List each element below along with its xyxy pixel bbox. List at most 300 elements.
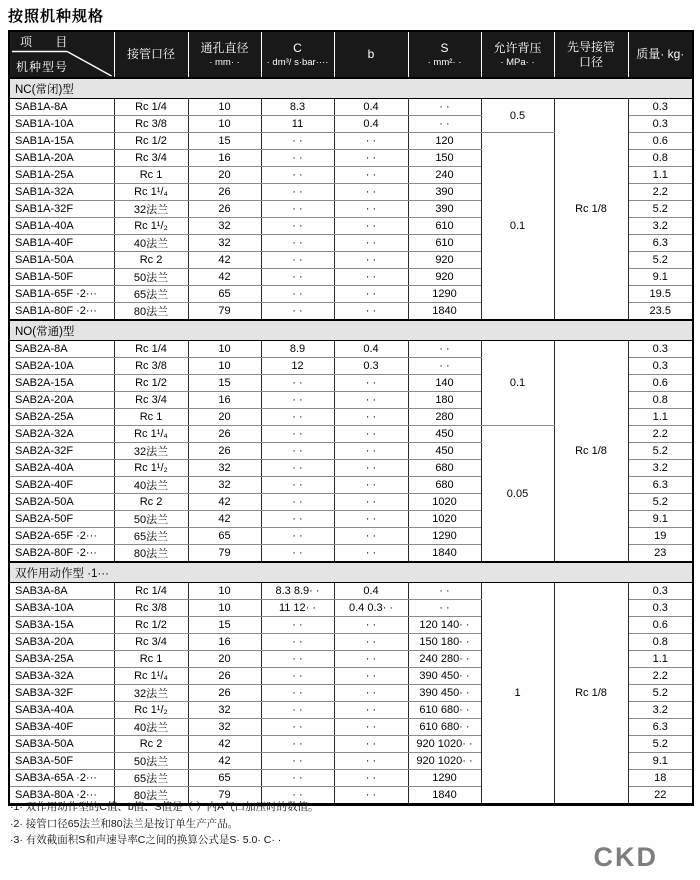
s-value-cell: · · xyxy=(408,341,481,358)
bore-cell: 32 xyxy=(188,235,261,252)
footnote-2: ·2· 接管口径65法兰和80法兰是按订单生产产品。 xyxy=(10,817,239,830)
port-size-cell: 50法兰 xyxy=(114,511,188,528)
port-size-cell: 40法兰 xyxy=(114,477,188,494)
model-cell: SAB3A-20A xyxy=(9,634,114,651)
s-value-cell: 1020 xyxy=(408,494,481,511)
bore-cell: 42 xyxy=(188,753,261,770)
b-value-cell: · · xyxy=(334,150,408,167)
s-value-cell: 1840 xyxy=(408,303,481,321)
c-value-cell: · · xyxy=(261,685,334,702)
weight-cell: 0.8 xyxy=(628,634,693,651)
bore-cell: 42 xyxy=(188,494,261,511)
weight-cell: 23.5 xyxy=(628,303,693,321)
s-value-cell: 450 xyxy=(408,426,481,443)
backpressure-cell: 0.5 xyxy=(481,99,554,133)
c-value-cell: · · xyxy=(261,443,334,460)
port-size-cell: 50法兰 xyxy=(114,269,188,286)
b-value-cell: · · xyxy=(334,269,408,286)
port-size-cell: Rc 1/2 xyxy=(114,617,188,634)
b-value-cell: · · xyxy=(334,787,408,805)
port-size-cell: Rc 1/2 xyxy=(114,133,188,150)
c-value-cell: · · xyxy=(261,184,334,201)
c-value-cell: · · xyxy=(261,634,334,651)
s-value-cell: 1290 xyxy=(408,770,481,787)
model-cell: SAB1A-20A xyxy=(9,150,114,167)
model-cell: SAB3A-32F xyxy=(9,685,114,702)
bore-cell: 20 xyxy=(188,167,261,184)
port-size-cell: Rc 3/8 xyxy=(114,116,188,133)
s-value-cell: 120 140· · xyxy=(408,617,481,634)
spec-table xyxy=(8,30,694,806)
port-size-cell: 65法兰 xyxy=(114,770,188,787)
bore-cell: 32 xyxy=(188,702,261,719)
port-size-cell: Rc 1 xyxy=(114,167,188,184)
bore-cell: 10 xyxy=(188,358,261,375)
section-row xyxy=(9,562,693,583)
weight-cell: 2.2 xyxy=(628,184,693,201)
pilot-port-cell: Rc 1/8 xyxy=(554,341,628,563)
model-cell: SAB2A-50F xyxy=(9,511,114,528)
model-cell: SAB2A-50A xyxy=(9,494,114,511)
footnote-3: ·3· 有效截面积S和声速导率C之间的换算公式是S· 5.0· C· · xyxy=(10,834,282,846)
b-value-cell: · · xyxy=(334,719,408,736)
model-cell: SAB2A-65F ·2··· xyxy=(9,528,114,545)
c-value-cell: · · xyxy=(261,668,334,685)
weight-cell: 6.3 xyxy=(628,719,693,736)
s-value-cell: 1290 xyxy=(408,286,481,303)
model-cell: SAB2A-8A xyxy=(9,341,114,358)
weight-cell: 0.3 xyxy=(628,341,693,358)
s-value-cell: 180 xyxy=(408,392,481,409)
model-cell: SAB3A-40A xyxy=(9,702,114,719)
bore-cell: 42 xyxy=(188,252,261,269)
s-value-cell: 610 680· · xyxy=(408,719,481,736)
b-value-cell: · · xyxy=(334,477,408,494)
model-cell: SAB3A-50F xyxy=(9,753,114,770)
weight-cell: 3.2 xyxy=(628,702,693,719)
weight-cell: 1.1 xyxy=(628,651,693,668)
b-value-cell: · · xyxy=(334,409,408,426)
header-row xyxy=(9,31,693,78)
weight-cell: 0.3 xyxy=(628,116,693,133)
weight-cell: 0.3 xyxy=(628,583,693,600)
port-size-cell: Rc 2 xyxy=(114,736,188,753)
c-value-cell: · · xyxy=(261,133,334,150)
c-value-cell: · · xyxy=(261,787,334,805)
section-row xyxy=(9,78,693,99)
port-size-cell: Rc 1/4 xyxy=(114,341,188,358)
b-value-cell: · · xyxy=(334,252,408,269)
s-value-cell: 920 xyxy=(408,252,481,269)
port-size-cell: 40法兰 xyxy=(114,235,188,252)
weight-cell: 3.2 xyxy=(628,460,693,477)
weight-cell: 0.8 xyxy=(628,392,693,409)
header-port-size: 接管口径 xyxy=(114,31,188,78)
c-value-cell: · · xyxy=(261,528,334,545)
b-value-cell: 0.4 xyxy=(334,341,408,358)
port-size-cell: Rc 1¹/₄ xyxy=(114,426,188,443)
model-cell: SAB1A-65F ·2··· xyxy=(9,286,114,303)
port-size-cell: Rc 1/4 xyxy=(114,583,188,600)
model-cell: SAB1A-32A xyxy=(9,184,114,201)
port-size-cell: Rc 1 xyxy=(114,409,188,426)
weight-cell: 19.5 xyxy=(628,286,693,303)
b-value-cell: · · xyxy=(334,511,408,528)
bore-cell: 79 xyxy=(188,787,261,805)
weight-cell: 6.3 xyxy=(628,477,693,494)
b-value-cell: · · xyxy=(334,528,408,545)
port-size-cell: Rc 3/4 xyxy=(114,150,188,167)
s-value-cell: 240 xyxy=(408,167,481,184)
model-cell: SAB3A-80A ·2··· xyxy=(9,787,114,805)
port-size-cell: 32法兰 xyxy=(114,443,188,460)
bore-cell: 15 xyxy=(188,375,261,392)
section-header: NO(常通)型 xyxy=(9,320,693,341)
model-cell: SAB1A-10A xyxy=(9,116,114,133)
model-cell: SAB3A-8A xyxy=(9,583,114,600)
b-value-cell: 0.4 0.3· · xyxy=(334,600,408,617)
model-cell: SAB2A-10A xyxy=(9,358,114,375)
s-value-cell: 610 680· · xyxy=(408,702,481,719)
bore-cell: 20 xyxy=(188,409,261,426)
pilot-port-cell: Rc 1/8 xyxy=(554,583,628,805)
s-value-cell: 680 xyxy=(408,460,481,477)
s-value-cell: 1840 xyxy=(408,545,481,563)
bore-cell: 79 xyxy=(188,303,261,321)
model-cell: SAB3A-40F xyxy=(9,719,114,736)
s-value-cell: 120 xyxy=(408,133,481,150)
s-value-cell: · · xyxy=(408,583,481,600)
b-value-cell: · · xyxy=(334,167,408,184)
port-size-cell: Rc 1¹/₄ xyxy=(114,184,188,201)
weight-cell: 19 xyxy=(628,528,693,545)
bore-cell: 15 xyxy=(188,133,261,150)
c-value-cell: · · xyxy=(261,494,334,511)
model-cell: SAB3A-10A xyxy=(9,600,114,617)
b-value-cell: · · xyxy=(334,375,408,392)
model-cell: SAB1A-50A xyxy=(9,252,114,269)
c-value-cell: · · xyxy=(261,303,334,321)
port-size-cell: 65法兰 xyxy=(114,528,188,545)
model-cell: SAB2A-32A xyxy=(9,426,114,443)
b-value-cell: · · xyxy=(334,736,408,753)
weight-cell: 18 xyxy=(628,770,693,787)
header-back-pressure: 允许背压 · MPa· · xyxy=(481,31,554,78)
model-cell: SAB3A-15A xyxy=(9,617,114,634)
header-weight: 质量· kg· xyxy=(628,31,693,78)
bore-cell: 10 xyxy=(188,341,261,358)
header-c-value: C · dm³/ s·bar···· xyxy=(261,31,334,78)
bore-cell: 32 xyxy=(188,477,261,494)
bore-cell: 65 xyxy=(188,528,261,545)
port-size-cell: 40法兰 xyxy=(114,719,188,736)
port-size-cell: Rc 1¹/₄ xyxy=(114,668,188,685)
c-value-cell: 8.3 8.9· · xyxy=(261,583,334,600)
b-value-cell: · · xyxy=(334,184,408,201)
s-value-cell: 920 1020· · xyxy=(408,736,481,753)
port-size-cell: Rc 3/8 xyxy=(114,600,188,617)
weight-cell: 0.3 xyxy=(628,99,693,116)
weight-cell: 9.1 xyxy=(628,753,693,770)
c-value-cell: · · xyxy=(261,409,334,426)
b-value-cell: · · xyxy=(334,651,408,668)
header-item-label: 项 目 xyxy=(20,35,78,49)
c-value-cell: 12 xyxy=(261,358,334,375)
bore-cell: 65 xyxy=(188,770,261,787)
bore-cell: 32 xyxy=(188,218,261,235)
footnotes xyxy=(10,799,319,849)
bore-cell: 16 xyxy=(188,150,261,167)
weight-cell: 2.2 xyxy=(628,668,693,685)
port-size-cell: 80法兰 xyxy=(114,787,188,805)
model-cell: SAB1A-80F ·2··· xyxy=(9,303,114,321)
weight-cell: 9.1 xyxy=(628,269,693,286)
port-size-cell: Rc 1/2 xyxy=(114,375,188,392)
c-value-cell: · · xyxy=(261,617,334,634)
model-cell: SAB2A-80F ·2··· xyxy=(9,545,114,563)
c-value-cell: · · xyxy=(261,150,334,167)
bore-cell: 26 xyxy=(188,443,261,460)
c-value-cell: · · xyxy=(261,375,334,392)
weight-cell: 2.2 xyxy=(628,426,693,443)
weight-cell: 0.6 xyxy=(628,375,693,392)
s-value-cell: 150 180· · xyxy=(408,634,481,651)
weight-cell: 5.2 xyxy=(628,201,693,218)
s-value-cell: 1290 xyxy=(408,528,481,545)
b-value-cell: · · xyxy=(334,702,408,719)
s-value-cell: 150 xyxy=(408,150,481,167)
model-cell: SAB3A-50A xyxy=(9,736,114,753)
backpressure-cell: 0.1 xyxy=(481,341,554,426)
bore-cell: 10 xyxy=(188,583,261,600)
b-value-cell: · · xyxy=(334,770,408,787)
model-cell: SAB2A-40F xyxy=(9,477,114,494)
port-size-cell: Rc 1 xyxy=(114,651,188,668)
b-value-cell: · · xyxy=(334,753,408,770)
weight-cell: 9.1 xyxy=(628,511,693,528)
b-value-cell: · · xyxy=(334,685,408,702)
model-cell: SAB3A-25A xyxy=(9,651,114,668)
model-cell: SAB2A-40A xyxy=(9,460,114,477)
s-value-cell: 280 xyxy=(408,409,481,426)
model-cell: SAB1A-50F xyxy=(9,269,114,286)
b-value-cell: · · xyxy=(334,286,408,303)
bore-cell: 10 xyxy=(188,99,261,116)
section-header: NC(常闭)型 xyxy=(9,78,693,99)
c-value-cell: · · xyxy=(261,286,334,303)
c-value-cell: · · xyxy=(261,753,334,770)
bore-cell: 42 xyxy=(188,736,261,753)
c-value-cell: · · xyxy=(261,269,334,286)
b-value-cell: 0.4 xyxy=(334,116,408,133)
weight-cell: 5.2 xyxy=(628,252,693,269)
s-value-cell: 1020 xyxy=(408,511,481,528)
port-size-cell: Rc 1¹/₂ xyxy=(114,218,188,235)
model-cell: SAB1A-32F xyxy=(9,201,114,218)
s-value-cell: · · xyxy=(408,600,481,617)
b-value-cell: · · xyxy=(334,545,408,563)
weight-cell: 22 xyxy=(628,787,693,805)
port-size-cell: Rc 2 xyxy=(114,252,188,269)
s-value-cell: 240 280· · xyxy=(408,651,481,668)
b-value-cell: · · xyxy=(334,133,408,150)
c-value-cell: 8.9 xyxy=(261,341,334,358)
b-value-cell: · · xyxy=(334,201,408,218)
s-value-cell: 920 xyxy=(408,269,481,286)
port-size-cell: Rc 1¹/₂ xyxy=(114,702,188,719)
header-b-value: b xyxy=(334,31,408,78)
b-value-cell: · · xyxy=(334,392,408,409)
model-cell: SAB2A-15A xyxy=(9,375,114,392)
b-value-cell: · · xyxy=(334,426,408,443)
table-row xyxy=(9,341,693,358)
port-size-cell: 32法兰 xyxy=(114,201,188,218)
bore-cell: 26 xyxy=(188,685,261,702)
c-value-cell: · · xyxy=(261,460,334,477)
section-row xyxy=(9,320,693,341)
s-value-cell: 390 450· · xyxy=(408,668,481,685)
c-value-cell: · · xyxy=(261,235,334,252)
model-cell: SAB3A-65A ·2··· xyxy=(9,770,114,787)
s-value-cell: 610 xyxy=(408,235,481,252)
b-value-cell: · · xyxy=(334,460,408,477)
bore-cell: 15 xyxy=(188,617,261,634)
weight-cell: 23 xyxy=(628,545,693,563)
c-value-cell: 11 xyxy=(261,116,334,133)
model-cell: SAB2A-20A xyxy=(9,392,114,409)
backpressure-cell: 0.05 xyxy=(481,426,554,563)
bore-cell: 32 xyxy=(188,719,261,736)
model-cell: SAB1A-40F xyxy=(9,235,114,252)
weight-cell: 1.1 xyxy=(628,167,693,184)
bore-cell: 42 xyxy=(188,269,261,286)
bore-cell: 16 xyxy=(188,392,261,409)
table-row xyxy=(9,99,693,116)
c-value-cell: 11 12· · xyxy=(261,600,334,617)
weight-cell: 0.3 xyxy=(628,600,693,617)
bore-cell: 10 xyxy=(188,600,261,617)
bore-cell: 26 xyxy=(188,201,261,218)
weight-cell: 5.2 xyxy=(628,494,693,511)
port-size-cell: 32法兰 xyxy=(114,685,188,702)
c-value-cell: · · xyxy=(261,545,334,563)
c-value-cell: · · xyxy=(261,511,334,528)
b-value-cell: 0.4 xyxy=(334,583,408,600)
port-size-cell: Rc 2 xyxy=(114,494,188,511)
pilot-port-cell: Rc 1/8 xyxy=(554,99,628,321)
bore-cell: 79 xyxy=(188,545,261,563)
s-value-cell: 390 xyxy=(408,184,481,201)
model-cell: SAB1A-8A xyxy=(9,99,114,116)
s-value-cell: · · xyxy=(408,358,481,375)
b-value-cell: · · xyxy=(334,303,408,321)
b-value-cell: · · xyxy=(334,494,408,511)
model-cell: SAB2A-32F xyxy=(9,443,114,460)
spec-table-body xyxy=(9,78,693,805)
b-value-cell: 0.4 xyxy=(334,99,408,116)
b-value-cell: · · xyxy=(334,218,408,235)
weight-cell: 1.1 xyxy=(628,409,693,426)
weight-cell: 0.6 xyxy=(628,133,693,150)
weight-cell: 6.3 xyxy=(628,235,693,252)
backpressure-cell: 1 xyxy=(481,583,554,805)
port-size-cell: Rc 1¹/₂ xyxy=(114,460,188,477)
c-value-cell: · · xyxy=(261,719,334,736)
weight-cell: 5.2 xyxy=(628,685,693,702)
weight-cell: 5.2 xyxy=(628,736,693,753)
model-cell: SAB3A-32A xyxy=(9,668,114,685)
weight-cell: 0.6 xyxy=(628,617,693,634)
bore-cell: 26 xyxy=(188,184,261,201)
model-cell: SAB1A-25A xyxy=(9,167,114,184)
weight-cell: 0.3 xyxy=(628,358,693,375)
bore-cell: 65 xyxy=(188,286,261,303)
s-value-cell: · · xyxy=(408,116,481,133)
s-value-cell: 390 450· · xyxy=(408,685,481,702)
model-cell: SAB1A-15A xyxy=(9,133,114,150)
header-bore-diameter: 通孔直径 · mm· · xyxy=(188,31,261,78)
table-row xyxy=(9,583,693,600)
model-cell: SAB2A-25A xyxy=(9,409,114,426)
weight-cell: 3.2 xyxy=(628,218,693,235)
c-value-cell: · · xyxy=(261,201,334,218)
c-value-cell: · · xyxy=(261,477,334,494)
b-value-cell: · · xyxy=(334,634,408,651)
header-model-label: 机种型号 xyxy=(16,59,69,74)
c-value-cell: 8.3 xyxy=(261,99,334,116)
c-value-cell: · · xyxy=(261,426,334,443)
c-value-cell: · · xyxy=(261,167,334,184)
footnote-1: ·1· 双作用动作型的C值、b值、S值是（ ）内A气口加压时的数值。 xyxy=(10,801,319,813)
c-value-cell: · · xyxy=(261,702,334,719)
bore-cell: 26 xyxy=(188,426,261,443)
port-size-cell: Rc 3/8 xyxy=(114,358,188,375)
s-value-cell: 390 xyxy=(408,201,481,218)
c-value-cell: · · xyxy=(261,770,334,787)
page-title: 按照机种规格 xyxy=(8,8,105,25)
bore-cell: 20 xyxy=(188,651,261,668)
port-size-cell: 80法兰 xyxy=(114,303,188,321)
port-size-cell: Rc 3/4 xyxy=(114,392,188,409)
weight-cell: 0.8 xyxy=(628,150,693,167)
bore-cell: 26 xyxy=(188,668,261,685)
ckd-logo: CKD xyxy=(593,842,658,872)
bore-cell: 16 xyxy=(188,634,261,651)
port-size-cell: 50法兰 xyxy=(114,753,188,770)
s-value-cell: 140 xyxy=(408,375,481,392)
s-value-cell: 680 xyxy=(408,477,481,494)
port-size-cell: 80法兰 xyxy=(114,545,188,563)
port-size-cell: 65法兰 xyxy=(114,286,188,303)
c-value-cell: · · xyxy=(261,252,334,269)
header-s-value: S · mm²· · xyxy=(408,31,481,78)
b-value-cell: · · xyxy=(334,668,408,685)
s-value-cell: 1840 xyxy=(408,787,481,805)
bore-cell: 42 xyxy=(188,511,261,528)
s-value-cell: 610 xyxy=(408,218,481,235)
header-pilot-port: 先导接管 口径 xyxy=(554,31,628,78)
s-value-cell: · · xyxy=(408,99,481,116)
header-corner xyxy=(9,31,114,78)
s-value-cell: 450 xyxy=(408,443,481,460)
section-header: 双作用动作型 ·1··· xyxy=(9,562,693,583)
c-value-cell: · · xyxy=(261,392,334,409)
port-size-cell: Rc 1/4 xyxy=(114,99,188,116)
port-size-cell: Rc 3/4 xyxy=(114,634,188,651)
b-value-cell: 0.3 xyxy=(334,358,408,375)
c-value-cell: · · xyxy=(261,736,334,753)
backpressure-cell: 0.1 xyxy=(481,133,554,321)
